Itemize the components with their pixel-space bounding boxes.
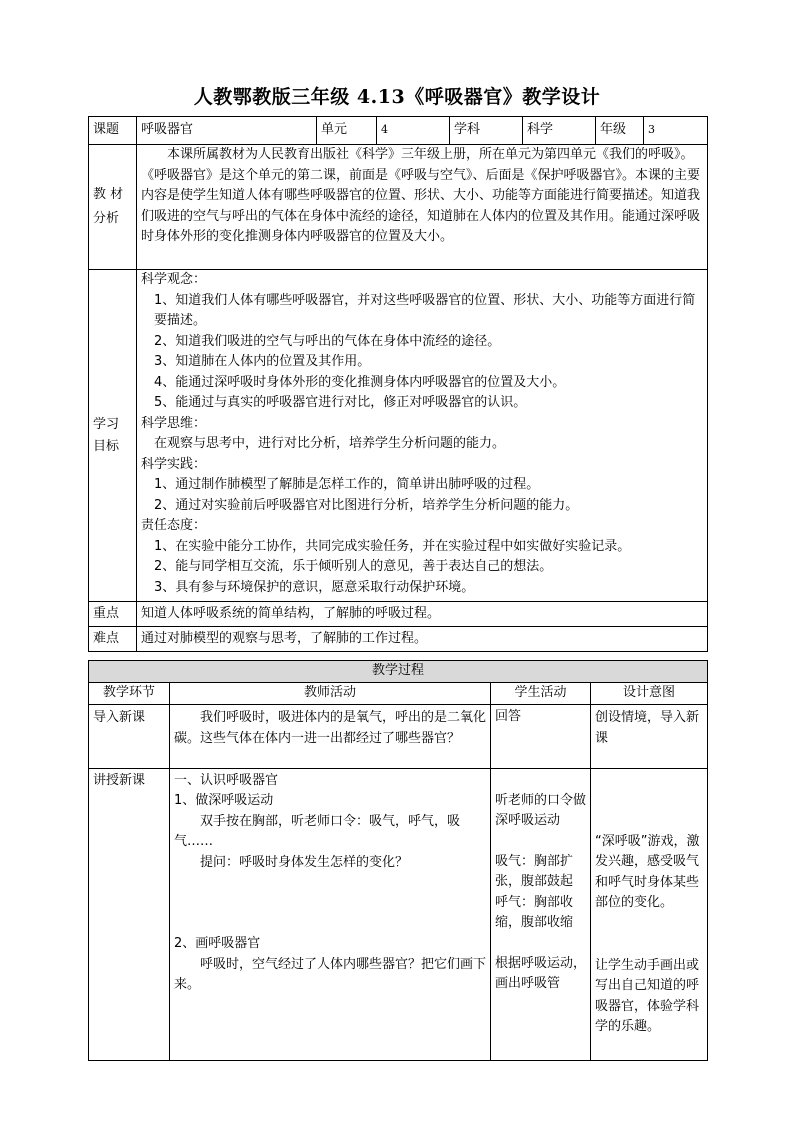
- objective-line: 2、知道我们吸进的空气与呼出的气体在身体中流经的途径。: [154, 333, 501, 349]
- col-student: 学生活动: [491, 683, 591, 705]
- key-point-label: 重点: [89, 602, 137, 627]
- objective-line: 2、通过对实验前后呼吸器官对比图进行分析，培养学生分析问题的能力。: [154, 497, 579, 513]
- analysis-text: 本课所属教材为人民教育出版社《科学》三年级上册，所在单元为第四单元《我们的呼吸》。《呼吸器官》是这个单元的第二课，前面是《呼吸与空气》、后面是《保护呼吸器官》。本课的主要内容是使学生知道人体有哪些呼吸器官的位置、形状、大小、功能等方面能进行简要描述。知道我们吸进的空气与呼出的气体在身体中流经的途径，知道肺在人体内的位置及其作用。能通过深呼吸时身体外形的变化推测身体内呼吸器官的位置及大小。: [137, 145, 708, 270]
- process-row-intro: [89, 704, 708, 768]
- teacher-subheading: 1、做深呼吸运动: [174, 793, 274, 808]
- subject-label: 学科: [450, 117, 523, 145]
- key-point-row: [89, 602, 708, 627]
- student-text: 根据呼吸运动，画出呼吸管: [495, 955, 587, 991]
- process-columns-row: [89, 683, 708, 705]
- teacher-intro: 我们呼吸时，吸进体内的是氧气，呼出的是二氧化碳。这些气体在体内一进一出都经过了哪些器官？: [170, 704, 491, 768]
- key-point-text: 知道人体呼吸系统的简单结构，了解肺的呼吸过程。: [137, 602, 708, 627]
- process-header: 教学过程: [89, 661, 708, 683]
- grade-label: 年级: [596, 117, 644, 145]
- subject-value: 科学: [523, 117, 596, 145]
- analysis-label: 教 材 分析: [89, 145, 137, 270]
- objective-heading: 科学思维：: [141, 415, 207, 431]
- col-stage: 教学环节: [89, 683, 170, 705]
- topic-label: 课题: [89, 117, 137, 145]
- difficulty-text: 通过对肺模型的观察与思考，了解肺的工作过程。: [137, 627, 708, 652]
- analysis-row: [89, 145, 708, 270]
- objective-line: 3、知道肺在人体内的位置及其作用。: [154, 354, 371, 369]
- teacher-subheading: 2、画呼吸器官: [174, 936, 261, 951]
- info-table: [88, 116, 708, 652]
- student-intro: 回答: [491, 704, 591, 768]
- info-row: [89, 117, 708, 145]
- objective-line: 在观察与思考中，进行对比分析，培养学生分析问题的能力。: [154, 436, 506, 451]
- teacher-heading: 一、认识呼吸器官: [174, 772, 279, 788]
- objective-line: 5、能通过与真实的呼吸器官进行对比，修正对呼吸器官的认识。: [154, 395, 527, 410]
- intent-teach: [591, 768, 708, 1060]
- col-intent: 设计意图: [591, 683, 708, 705]
- process-row-teach: [89, 768, 708, 1060]
- teacher-text: 双手按在胸部，听老师口令：吸气，呼气，吸气……: [174, 813, 461, 849]
- teacher-text: 呼吸时，空气经过了人体内哪些器官？把它们画下来。: [174, 956, 487, 992]
- topic-value: 呼吸器官: [137, 117, 317, 145]
- objective-heading: 科学观念：: [141, 272, 207, 287]
- objective-line: 2、能与同学相互交流，乐于倾听别人的意见，善于表达自己的想法。: [154, 559, 553, 574]
- teacher-question: 提问：呼吸时身体发生怎样的变化？: [200, 854, 409, 870]
- intent-intro: 创设情境，导入新课: [591, 704, 708, 768]
- objective-line: 3、具有参与环境保护的意识，愿意采取行动保护环境。: [154, 579, 475, 595]
- process-header-row: [89, 661, 708, 683]
- objectives-row: [89, 270, 708, 602]
- difficulty-label: 难点: [89, 627, 137, 652]
- student-teach: [491, 768, 591, 1060]
- student-text: 呼气：胸部收缩，腹部收缩: [495, 894, 574, 930]
- teacher-teach: [170, 768, 491, 1060]
- unit-label: 单元: [317, 117, 377, 145]
- objective-line: 1、在实验中能分工协作，共同完成实验任务，并在实验过程中如实做好实验记录。: [154, 538, 631, 554]
- objective-line: 1、知道我们人体有哪些呼吸器官，并对这些呼吸器官的位置、形状、大小、功能等方面进行简要描述。: [154, 292, 696, 328]
- intent-text: 让学生动手画出或写出自己知道的呼吸器官，体验学科学的乐趣。: [595, 957, 700, 1034]
- objectives-label: 学习 目标: [89, 270, 137, 602]
- unit-value: 4: [377, 117, 450, 145]
- objective-heading: 责任态度：: [141, 518, 207, 533]
- objective-line: 1、通过制作肺模型了解肺是怎样工作的，简单讲出肺呼吸的过程。: [154, 477, 540, 492]
- stage-intro: 导入新课: [89, 704, 170, 768]
- objective-heading: 科学实践：: [141, 456, 207, 472]
- process-table: [88, 660, 708, 1061]
- grade-value: 3: [644, 117, 708, 145]
- student-text: 听老师的口令做深呼吸运动: [495, 792, 587, 828]
- objective-line: 4、能通过深呼吸时身体外形的变化推测身体内呼吸器官的位置及大小。: [154, 374, 566, 390]
- difficulty-row: [89, 627, 708, 652]
- page-title: 人教鄂教版三年级 4.13《呼吸器官》教学设计: [193, 86, 601, 108]
- objectives-content: [137, 270, 708, 602]
- student-text: 吸气：胸部扩张，腹部鼓起: [495, 853, 574, 889]
- col-teacher: 教师活动: [170, 683, 491, 705]
- intent-text: “深呼吸”游戏，激发兴趣，感受吸气和呼气时身体某些部位的变化。: [595, 833, 700, 910]
- stage-teach: 讲授新课: [89, 768, 170, 1060]
